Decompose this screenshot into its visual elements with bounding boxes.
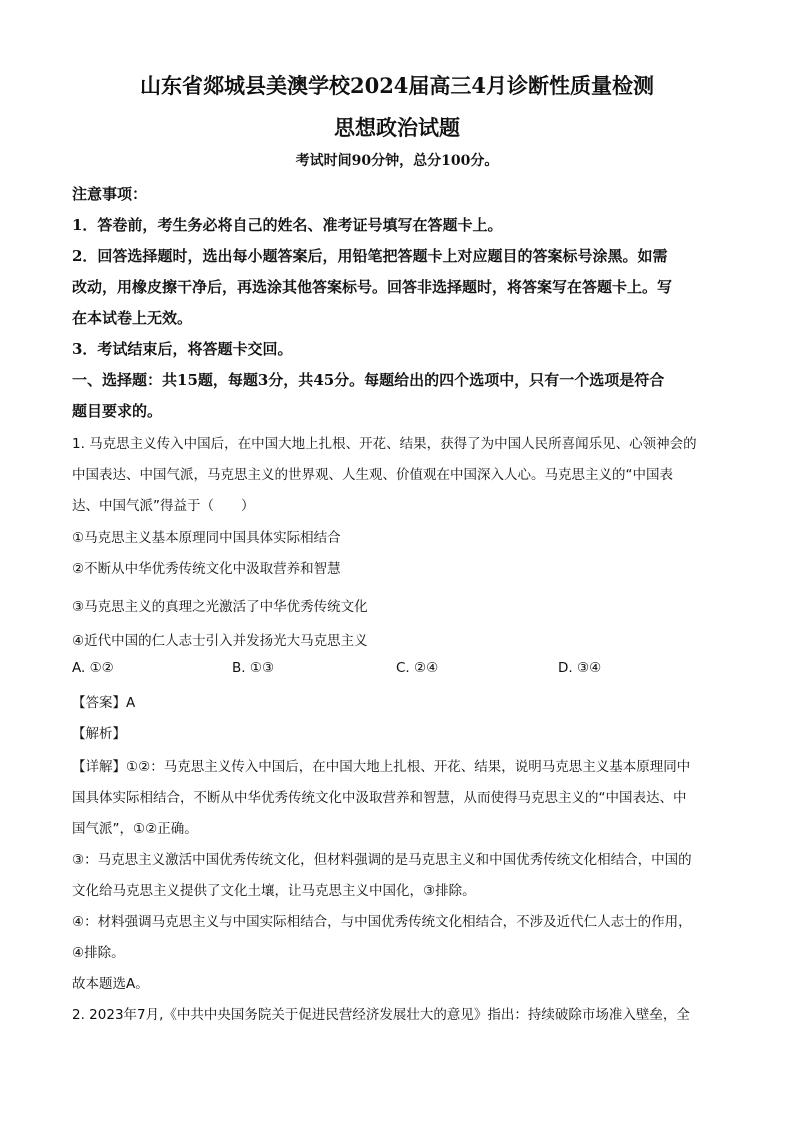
question-1-options: [72, 660, 726, 680]
section-heading-line-2: 题目要求的。: [72, 402, 163, 420]
answer-label: 【答案】A: [72, 695, 136, 711]
question-1-statement-4: ④近代中国的仁人志士引入并发扬光大马克思主义: [72, 633, 368, 649]
detail-line-4: ③：马克思主义激活中国优秀传统文化，但材料强调的是马克思主义和中国优秀传统文化相结合，中国的: [72, 852, 692, 868]
option-b: B. ①③: [232, 660, 275, 676]
section-heading-line-1: 一、选择题：共15题，每题3分，共45分。每题给出的四个选项中，只有一个选项是符合: [72, 371, 665, 389]
detail-line-7: ④排除。: [72, 945, 125, 961]
question-1-stem-line-3: 达、中国气派”得益于（ ）: [72, 498, 255, 514]
notice-item-2-line-3: 在本试卷上无效。: [72, 309, 193, 327]
option-a: A. ①②: [72, 660, 114, 676]
question-1-stem-line-1: 1. 马克思主义传入中国后，在中国大地上扎根、开花、结果，获得了为中国人民所喜闻乐见、心领神会的: [72, 436, 697, 452]
detail-line-6: ④：材料强调马克思主义与中国实际相结合，与中国优秀传统文化相结合，不涉及近代仁人志士的作用，: [72, 914, 692, 930]
option-d: D. ③④: [558, 660, 602, 676]
conclusion: 故本题选A。: [72, 976, 149, 992]
notice-item-2-line-2: 改动，用橡皮擦干净后，再选涂其他答案标号。回答非选择题时，将答案写在答题卡上。写: [72, 278, 673, 296]
question-1-statement-2: ②不断从中华优秀传统文化中汲取营养和智慧: [72, 561, 341, 577]
question-1-stem-line-2: 中国表达、中国气派，马克思主义的世界观、人生观、价值观在中国深入人心。马克思主义的“中国表: [72, 467, 673, 483]
subject-title: 思想政治试题: [334, 115, 460, 140]
detail-line-1: 【详解】①②：马克思主义传入中国后，在中国大地上扎根、开花、结果，说明马克思主义基本原理同中: [72, 759, 691, 775]
exam-title: 山东省郯城县美澳学校2024届高三4月诊断性质量检测: [139, 73, 655, 98]
notice-item-3: 3．考试结束后，将答题卡交回。: [72, 340, 293, 358]
question-2-stem-line-1: 2. 2023年7月,《中共中央国务院关于促进民营经济发展壮大的意见》指出：持续破除市场准入壁垒，全: [72, 1007, 690, 1023]
question-1-statement-3: ③马克思主义的真理之光激活了中华优秀传统文化: [72, 599, 368, 615]
detail-line-3: 国气派”，①②正确。: [72, 821, 198, 837]
notice-item-1: 1．答卷前，考生务必将自己的姓名、准考证号填写在答题卡上。: [72, 216, 503, 234]
detail-line-5: 文化给马克思主义提供了文化土壤，让马克思主义中国化，③排除。: [72, 883, 476, 899]
detail-line-2: 国具体实际相结合，不断从中华优秀传统文化中汲取营养和智慧，从而使得马克思主义的“中国表达、中: [72, 790, 687, 806]
question-1-statement-1: ①马克思主义基本原理同中国具体实际相结合: [72, 530, 341, 546]
analysis-heading: 【解析】: [72, 726, 126, 742]
exam-info: 考试时间90分钟，总分100分。: [295, 153, 499, 169]
option-c: C. ②④: [396, 660, 439, 676]
notice-item-2-line-1: 2．回答选择题时，选出每小题答案后，用铅笔把答题卡上对应题目的答案标号涂黑。如需: [72, 247, 668, 265]
notice-heading: 注意事项：: [72, 185, 148, 203]
